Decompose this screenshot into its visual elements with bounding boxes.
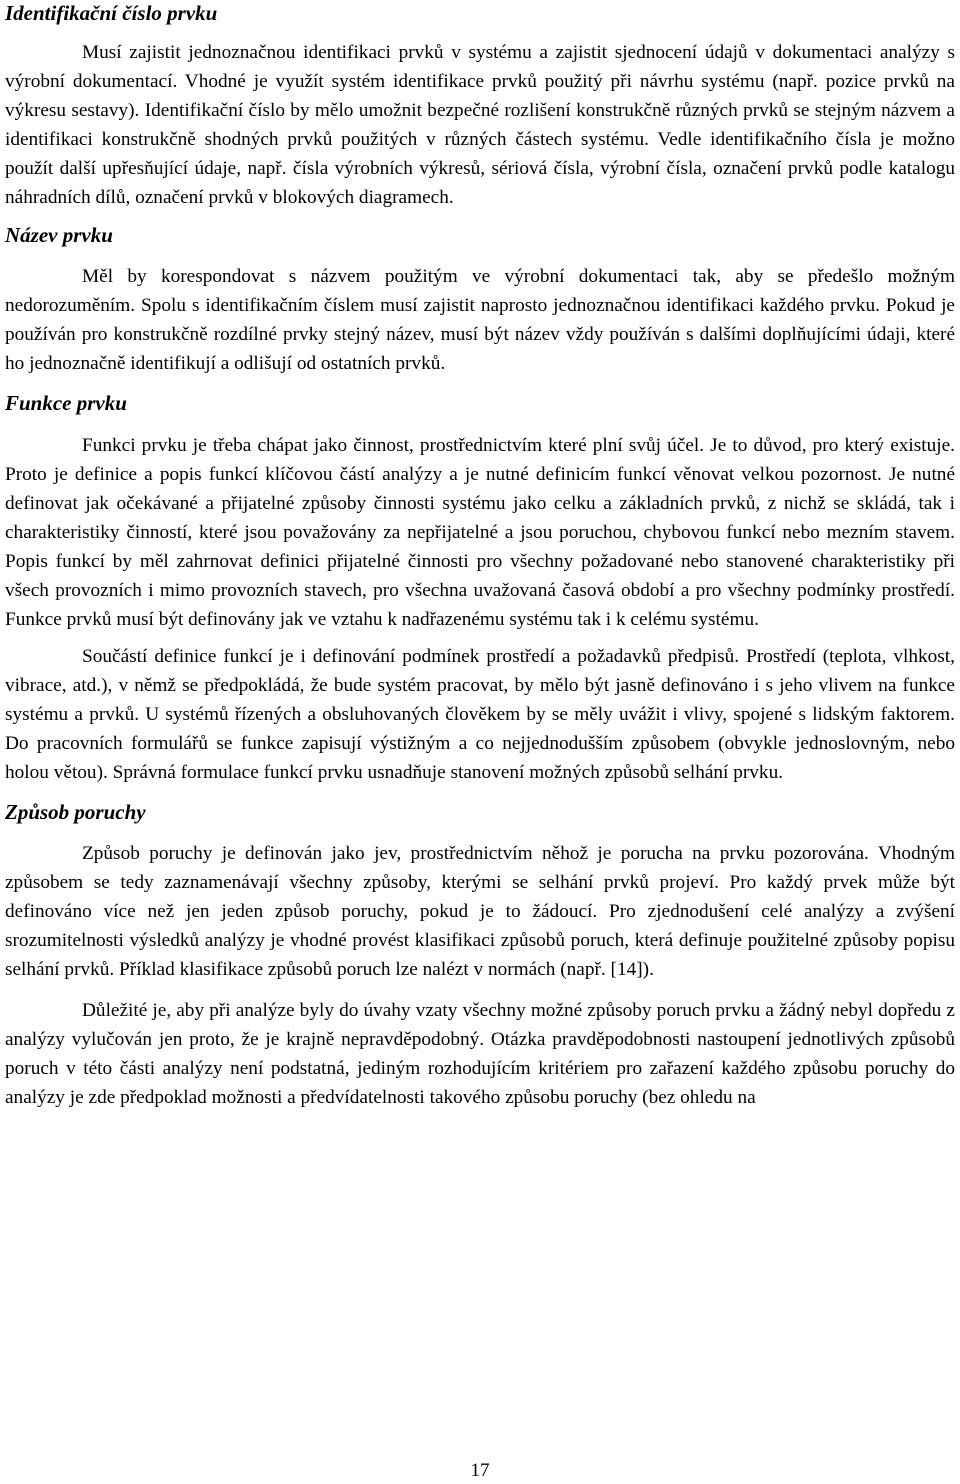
page-number: 17 bbox=[470, 1460, 490, 1481]
paragraph: Způsob poruchy je definován jako jev, prostřednictvím něhož je porucha na prvku pozorována. Vhodným způsobem se tedy zaznamenávají všechny způsoby, kterými se selhání prvků projeví. Pro každý prvek může být definováno více než jen jeden způsob poruchy, pokud je to žádoucí. Pro zjednodušení celé analýzy a zvýšení srozumitelnosti výsledků analýzy je vhodné provést klasifikaci způsobů poruch, která definuje použitelné způsoby popisu selhání prvků. Příklad klasifikace způsobů poruch lze nalézt v normách (např. [14]). bbox=[5, 843, 955, 980]
document-page bbox=[5, 0, 955, 1112]
paragraph: Součástí definice funkcí je i definování podmínek prostředí a požadavků předpisů. Prostředí (teplota, vlhkost, vibrace, atd.), v němž se předpokládá, že bude systém pracovat, by mělo být jasně definováno i s jeho vlivem na funkce systému a prvků. U systémů řízených a obsluhovaných člověkem by se měly uvážit i vlivy, spojené s lidským faktorem. Do pracovních formulářů se funkce zapisují výstižným a co nejjednodušším způsobem (obvykle jednoslovným, nebo holou větou). Správná formulace funkcí prvku usnadňuje stanovení možných způsobů selhání prvku. bbox=[5, 646, 955, 783]
section-heading-funkce-prvku: Funkce prvku bbox=[5, 391, 127, 415]
section-heading-nazev-prvku: Název prvku bbox=[5, 223, 113, 247]
paragraph: Důležité je, aby při analýze byly do úvahy vzaty všechny možné způsoby poruch prvku a žádný nebyl dopředu z analýzy vylučován jen proto, že je krajně nepravděpodobný. Otázka pravděpodobnosti nastoupení jednotlivých způsobů poruch v této části analýzy není podstatná, jediným rozhodujícím kritériem pro zařazení každého způsobu poruchy do analýzy je zde předpoklad možnosti a předvídatelnosti takového způsobu poruchy (bez ohledu na bbox=[5, 1000, 955, 1108]
paragraph: Měl by korespondovat s názvem použitým ve výrobní dokumentaci tak, aby se předešlo možným nedorozuměním. Spolu s identifikačním číslem musí zajistit naprosto jednoznačnou identifikaci každého prvku. Pokud je používán pro konstrukčně rozdílné prvky stejný název, musí být název vždy používán s dalšími doplňujícími údaji, které ho jednoznačně identifikují a odlišují od ostatních prvků. bbox=[5, 266, 955, 374]
section-heading-zpusob-poruchy: Způsob poruchy bbox=[5, 800, 146, 824]
section-heading-identifikacni-cislo: Identifikační číslo prvku bbox=[5, 1, 218, 25]
paragraph: Funkci prvku je třeba chápat jako činnost, prostřednictvím které plní svůj účel. Je to důvod, pro který existuje. Proto je definice a popis funkcí klíčovou částí analýzy a je nutné definicím funkcí věnovat velkou pozornost. Je nutné definovat jak očekávané a přijatelné způsoby činnosti systému jako celku a základních prvků, z nichž se skládá, tak i charakteristiky činností, které jsou považovány za nepřijatelné a jsou poruchou, chybovou funkcí nebo mezním stavem. Popis funkcí by měl zahrnovat definici přijatelné činnosti pro všechny požadované nebo stanovené charakteristiky při všech provozních i mimo provozních stavech, pro všechna uvažovaná časová období a pro všechny podmínky prostředí. Funkce prvků musí být definovány jak ve vztahu k nadřazenému systému tak i k celému systému. bbox=[5, 435, 955, 630]
paragraph: Musí zajistit jednoznačnou identifikaci prvků v systému a zajistit sjednocení údajů v dokumentaci analýzy s výrobní dokumentací. Vhodné je využít systém identifikace prvků použitý při návrhu systému (např. pozice prvků na výkresu sestavy). Identifikační číslo by mělo umožnit bezpečné rozlišení konstrukčně různých prvků se stejným názvem a identifikaci konstrukčně shodných prvků použitých v různých částech systému. Vedle identifikačního čísla je možno použít další upřesňující údaje, např. čísla výrobních výkresů, sériová čísla, výrobní čísla, označení prvků podle katalogu náhradních dílů, označení prvků v blokových diagramech. bbox=[5, 42, 955, 208]
